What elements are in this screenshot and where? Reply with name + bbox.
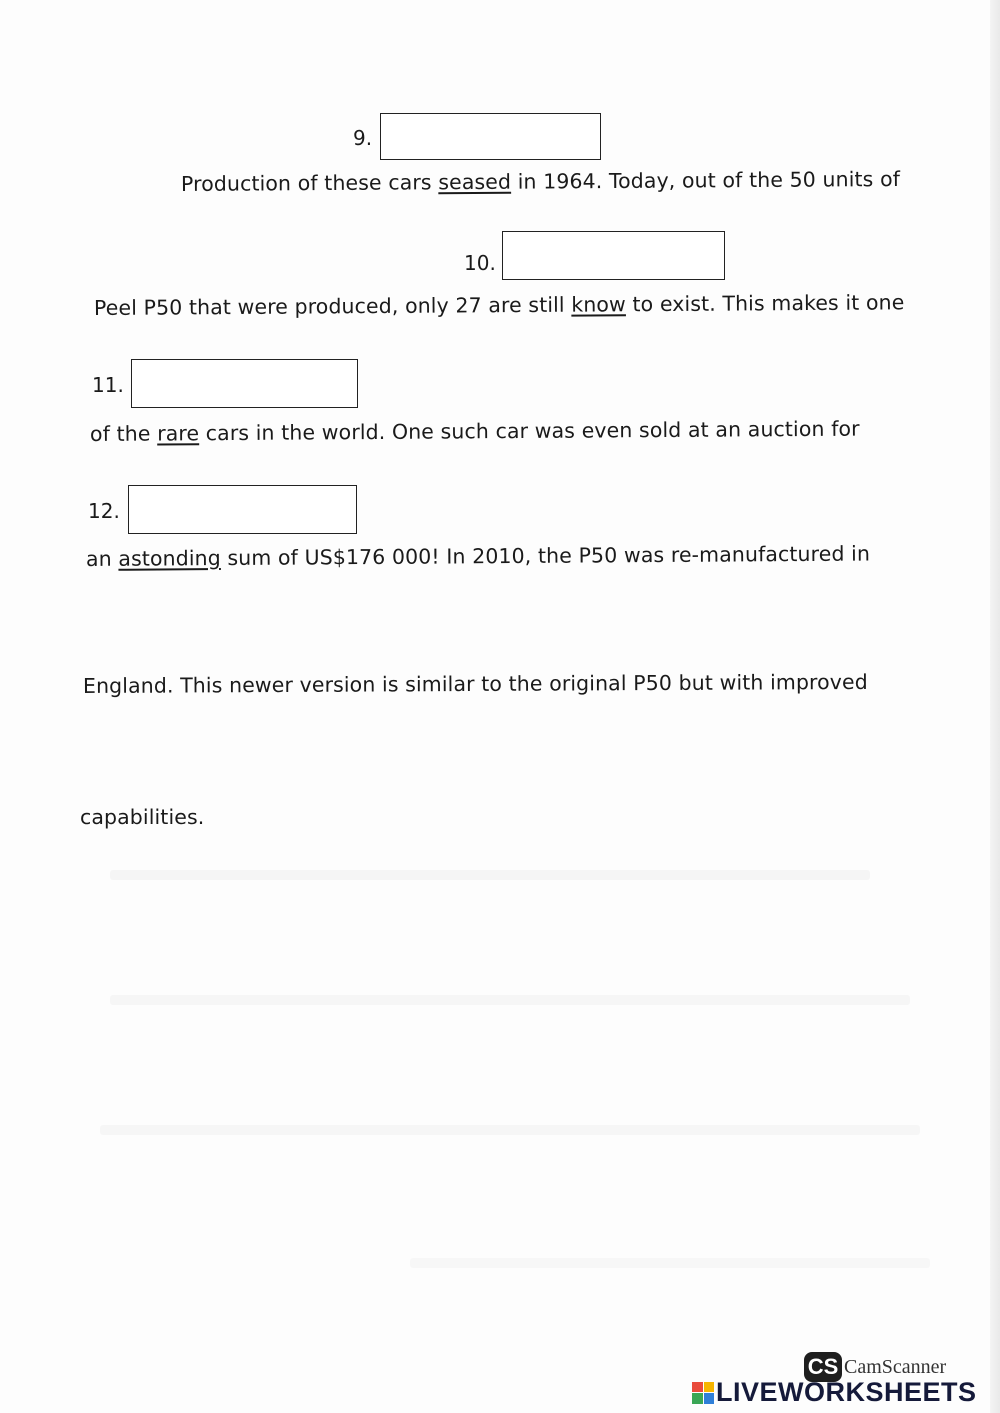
question-number-11: 11.	[92, 373, 124, 397]
text-line-3	[90, 417, 860, 446]
liveworksheets-wordmark: LIVEWORKSHEETS	[716, 1377, 977, 1407]
question-number-12: 12.	[88, 499, 120, 523]
page-edge	[990, 0, 1000, 1413]
show-through-mark	[410, 1258, 930, 1268]
underlined-word-rare: rare	[157, 421, 200, 446]
text-line-6: capabilities.	[80, 805, 205, 829]
text-line-3-a: of the	[89, 421, 158, 446]
camscanner-label: CamScanner	[844, 1356, 947, 1378]
show-through-mark	[100, 1125, 920, 1135]
text-line-2-a: Peel P50 that were produced, only 27 are still	[93, 292, 572, 320]
answer-box-11[interactable]	[131, 359, 358, 408]
liveworksheets-logo	[692, 1377, 977, 1408]
text-line-2-b: to exist. This makes it one	[625, 290, 905, 317]
question-number-10: 10.	[464, 251, 496, 275]
answer-input-9[interactable]	[381, 114, 600, 159]
underlined-word-know: know	[571, 292, 626, 317]
text-line-1-a: Production of these cars	[180, 170, 439, 196]
text-line-4	[86, 542, 870, 571]
camscanner-logo: CS	[804, 1352, 842, 1382]
text-line-1	[181, 167, 900, 196]
text-line-4-a: an	[85, 546, 119, 571]
text-line-3-b: cars in the world. One such car was even sold at an auction for	[199, 416, 860, 446]
text-line-5: England. This newer version is similar to the original P50 but with improved	[82, 669, 868, 698]
text-line-2	[94, 290, 905, 320]
question-number-9: 9.	[353, 126, 373, 150]
answer-box-10[interactable]	[502, 231, 725, 280]
answer-box-9[interactable]	[380, 113, 601, 160]
answer-box-12[interactable]	[128, 485, 357, 534]
text-line-1-b: in 1964. Today, out of the 50 units of	[510, 166, 901, 194]
underlined-word-seased: seased	[438, 169, 512, 195]
show-through-mark	[110, 870, 870, 880]
text-line-4-b: sum of US$176 000! In 2010, the P50 was re-manufactured in	[220, 541, 871, 571]
answer-input-12[interactable]	[129, 486, 356, 533]
answer-input-11[interactable]	[132, 360, 357, 407]
answer-input-10[interactable]	[503, 232, 724, 279]
show-through-mark	[110, 995, 910, 1005]
underlined-word-astonding: astonding	[118, 546, 221, 571]
footer-branding	[692, 1354, 992, 1408]
liveworksheets-icon	[692, 1382, 714, 1404]
